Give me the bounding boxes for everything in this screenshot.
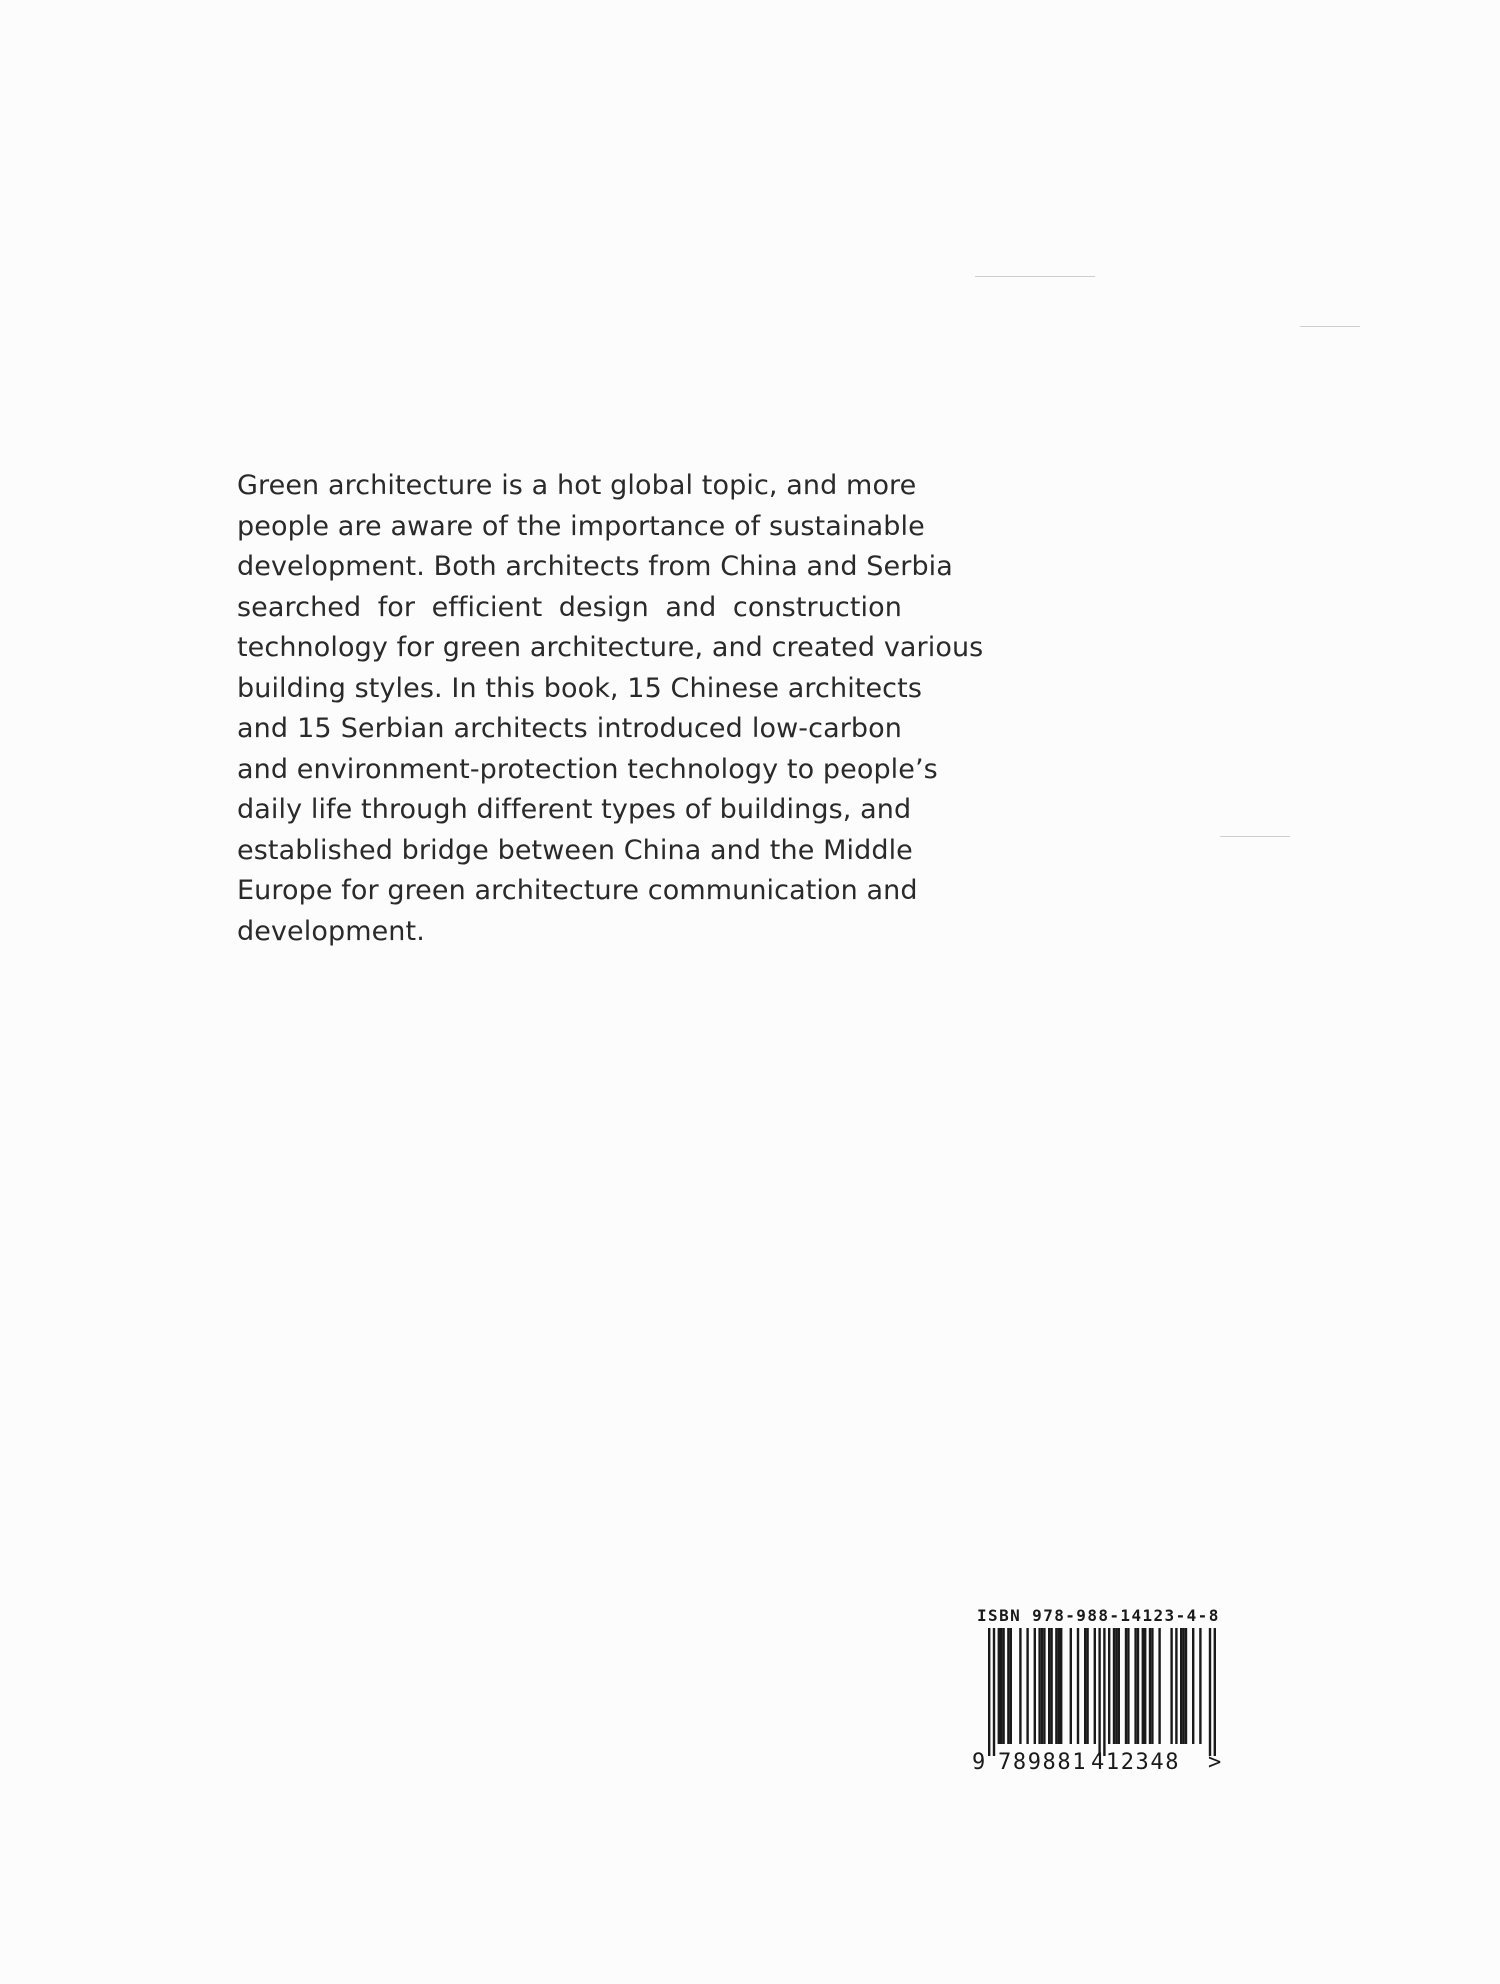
barcode-bar [1034,1628,1036,1744]
barcode-bar [1019,1628,1021,1744]
barcode-end-mark: > [1208,1750,1222,1775]
barcode-right-digits: 412348 [1091,1750,1181,1775]
barcode-bar [1026,1628,1028,1744]
barcode-bar [1144,1628,1146,1744]
description-line: established bridge between China and the Middle [237,834,913,866]
barcode-bar [1086,1628,1088,1744]
barcode-bar [1103,1628,1105,1756]
description-line: building styles. In this book, 15 Chinese architects [237,672,922,704]
barcode-left-digits: 789881 [998,1750,1088,1775]
barcode-bar [1113,1628,1115,1744]
barcode-bar [1050,1628,1052,1744]
barcode-bar [1010,1628,1012,1744]
barcode-bar [1214,1628,1216,1756]
barcode-bar [1137,1628,1139,1744]
barcode-bar [1125,1628,1127,1744]
barcode-bar [1094,1628,1096,1744]
description-line: and 15 Serbian architects introduced low-carbon [237,713,902,744]
isbn-barcode-block [968,1606,1228,1782]
barcode-bar [1098,1628,1100,1756]
description-line: and environment-protection technology to people’s [237,753,938,785]
barcode-bar [1070,1628,1072,1744]
description-line: development. [237,915,425,947]
isbn-label: ISBN 978-988-14123-4-8 [977,1606,1220,1625]
paper-speck [975,276,1095,277]
barcode-bar [1043,1628,1045,1744]
description-line: Green architecture is a hot global topic, and more [237,470,917,501]
barcode-bar [1149,1628,1151,1744]
barcode-bar [1158,1628,1160,1744]
book-description [237,466,984,952]
barcode-bar [1084,1628,1086,1744]
barcode-bar [1058,1628,1060,1744]
description-line: people are aware of the importance of sustainable [237,510,925,542]
description-line: Europe for green architecture communication and [237,875,918,906]
barcode-bar [1209,1628,1211,1756]
barcode-bar [1175,1628,1177,1744]
barcode-bar [1134,1628,1136,1744]
barcode-bar [1007,1628,1009,1744]
barcode-bar [1038,1628,1040,1744]
barcode-bar [1115,1628,1117,1744]
barcode-bar [1077,1628,1079,1744]
barcode-bar [1192,1628,1194,1744]
barcode-bar [1108,1628,1110,1744]
barcode-bar [1180,1628,1182,1744]
barcode-bar [1170,1628,1172,1744]
barcode-bar [1118,1628,1120,1744]
barcode-bar [1000,1628,1002,1744]
barcode-bar [1182,1628,1184,1744]
barcode-bar [1142,1628,1144,1744]
paper-speck [1300,326,1360,327]
barcode-bar [1127,1628,1129,1744]
barcode-bar [1041,1628,1043,1744]
description-line: searched for efficient design and construction [237,591,902,623]
barcode-bar [998,1628,1000,1744]
barcode-lead-digit: 9 [972,1750,986,1775]
barcode-bar [1151,1628,1153,1744]
barcode-bar [1002,1628,1004,1744]
barcode-bar [988,1628,990,1756]
barcode-bar [1055,1628,1057,1744]
description-line: development. Both architects from China and Serbia [237,551,953,582]
description-line: technology for green architecture, and created various [237,632,984,663]
description-line: daily life through different types of buildings, and [237,794,912,825]
barcode-icon [968,1628,1228,1756]
barcode-bar [1060,1628,1062,1744]
paper-speck [1220,836,1290,837]
barcode-bar [1048,1628,1050,1744]
barcode-bar [1185,1628,1187,1744]
barcode-bar [1199,1628,1201,1744]
barcode-bar [993,1628,995,1756]
